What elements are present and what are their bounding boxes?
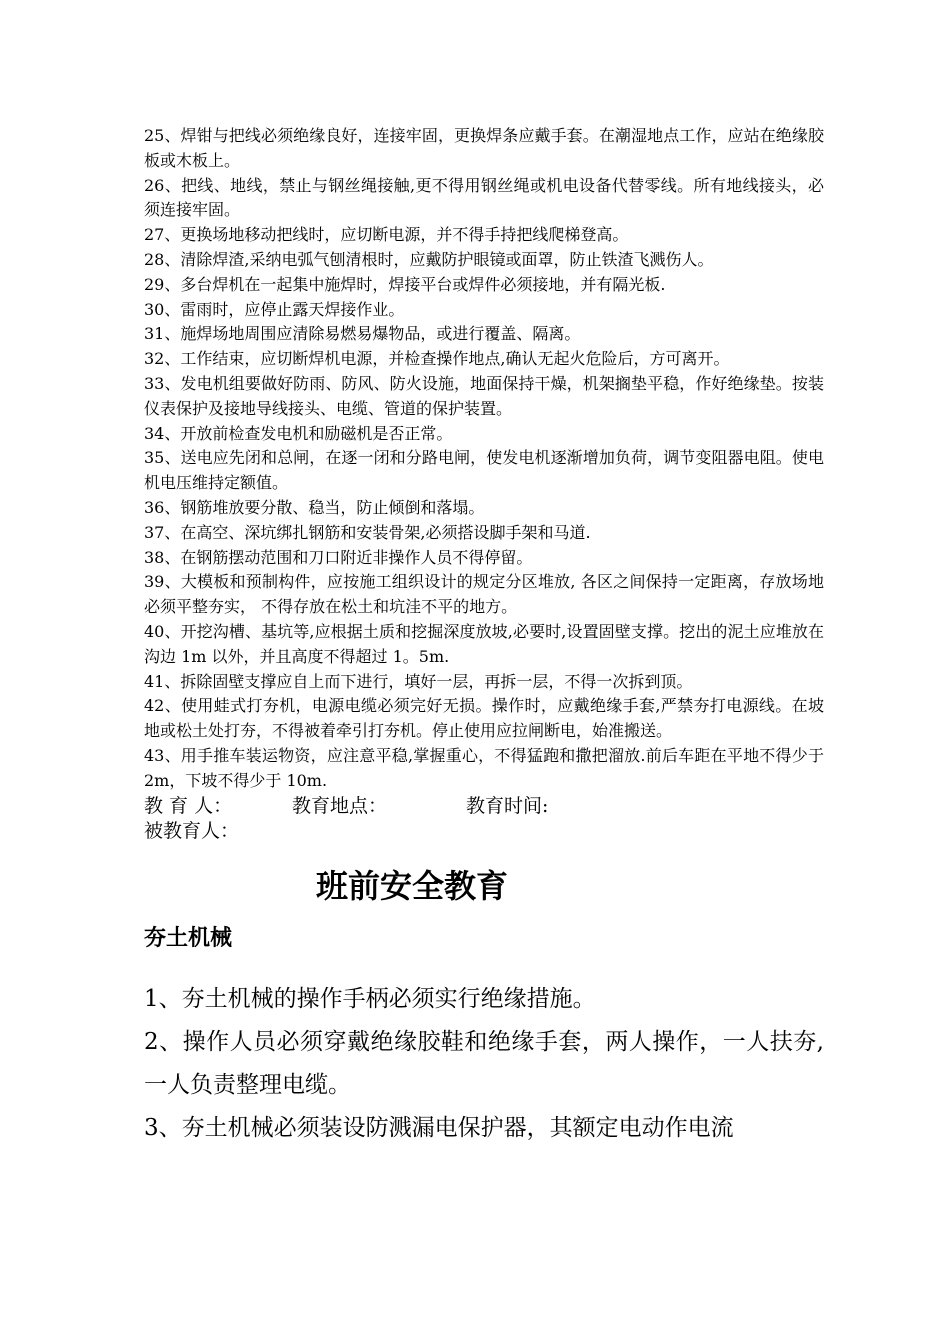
location-label: 教育地点： — [292, 794, 388, 817]
rule-38: 38、在钢筋摆动范围和刀口附近非操作人员不得停留。 — [144, 547, 533, 567]
tamping-rule-3: 3、夯土机械必须装设防溅漏电保护器，其额定电动作电流 — [144, 1114, 734, 1141]
rule-31: 31、施焊场地周围应清除易燃易爆物品，或进行覆盖、隔离。 — [144, 324, 581, 344]
educatee-label: 被教育人： — [144, 819, 240, 842]
tamping-rule-2: 2、操作人员必须穿戴绝缘胶鞋和绝缘手套，两人操作，一人扶夯,一人负责整理电缆。 — [144, 1028, 824, 1098]
safety-rules-list — [144, 124, 824, 794]
rule-27: 27、更换场地移动把线时，应切断电源，并不得手持把线爬梯登高。 — [144, 225, 629, 245]
educator-label: 教 育 人： — [144, 794, 233, 817]
time-label: 教育时间: — [466, 794, 549, 817]
rule-41: 41、拆除固壁支撑应自上而下进行，填好一层，再拆一层，不得一次拆到顶。 — [144, 671, 693, 691]
section-subtitle: 夯土机械 — [144, 925, 233, 951]
rule-42: 42、使用蛙式打夯机，电源电缆必须完好无损。操作时，应戴绝缘手套,严禁夯打电源线。在坡地或松土处打夯，不得被着牵引打夯机。停止使用应拉闸断电，始准搬送。 — [144, 696, 824, 741]
rule-33: 33、发电机组要做好防雨、防风、防火设施，地面保持干燥，机架搁垫平稳，作好绝缘垫。按装仪表保护及接地导线接头、电缆、管道的保护装置。 — [144, 373, 824, 418]
tamping-rule-1: 1、夯土机械的操作手柄必须实行绝缘措施。 — [144, 985, 596, 1012]
education-meta-line — [144, 794, 824, 819]
rule-36: 36、钢筋堆放要分散、稳当，防止倾倒和落塌。 — [144, 497, 485, 517]
rule-28: 28、清除焊渣,采纳电弧气刨清根时，应戴防护眼镜或面罩，防止铁渣飞溅伤人。 — [144, 249, 714, 269]
document-page — [144, 124, 824, 1150]
rule-30: 30、雷雨时，应停止露天焊接作业。 — [144, 299, 405, 319]
rule-25: 25、焊钳与把线必须绝缘良好，连接牢固，更换焊条应戴手套。在潮湿地点工作，应站在绝缘胶板或木板上。 — [144, 126, 824, 170]
rule-37: 37、在高空、深坑绑扎钢筋和安装骨架,必须搭设脚手架和马道. — [144, 522, 591, 542]
section-title: 班前安全教育 — [316, 866, 509, 905]
rule-32: 32、工作结束，应切断焊机电源，并检查操作地点,确认无起火危险后，方可离开。 — [144, 349, 730, 369]
rule-43: 43、用手推车装运物资，应注意平稳,掌握重心，不得猛跑和撒把溜放.前后车距在平地不得少于 2m，下坡不得少于 10m. — [144, 745, 824, 790]
tamping-machine-rules — [144, 978, 824, 1150]
rule-40: 40、开挖沟槽、基坑等,应根据土质和挖掘深度放坡,必要时,设置固壁支撑。挖出的泥土应堆放在沟边 1m 以外，并且高度不得超过 1。5m. — [144, 621, 824, 666]
rule-35: 35、送电应先闭和总闸，在逐一闭和分路电闸，使发电机逐渐增加负荷，调节变阻器电阻。使电机电压维持定额值。 — [144, 448, 824, 493]
rule-26: 26、把线、地线，禁止与钢丝绳接触,更不得用钢丝绳或机电设备代替零线。所有地线接头，必须连接牢固。 — [144, 175, 824, 220]
rule-39: 39、大模板和预制构件，应按施工组织设计的规定分区堆放, 各区之间保持一定距离，存放场地必须平整夯实， 不得存放在松土和坑洼不平的地方。 — [144, 572, 824, 617]
rule-34: 34、开放前检查发电机和励磁机是否正常。 — [144, 423, 453, 443]
rule-29: 29、多台焊机在一起集中施焊时，焊接平台或焊件必须接地，并有隔光板. — [144, 274, 666, 294]
